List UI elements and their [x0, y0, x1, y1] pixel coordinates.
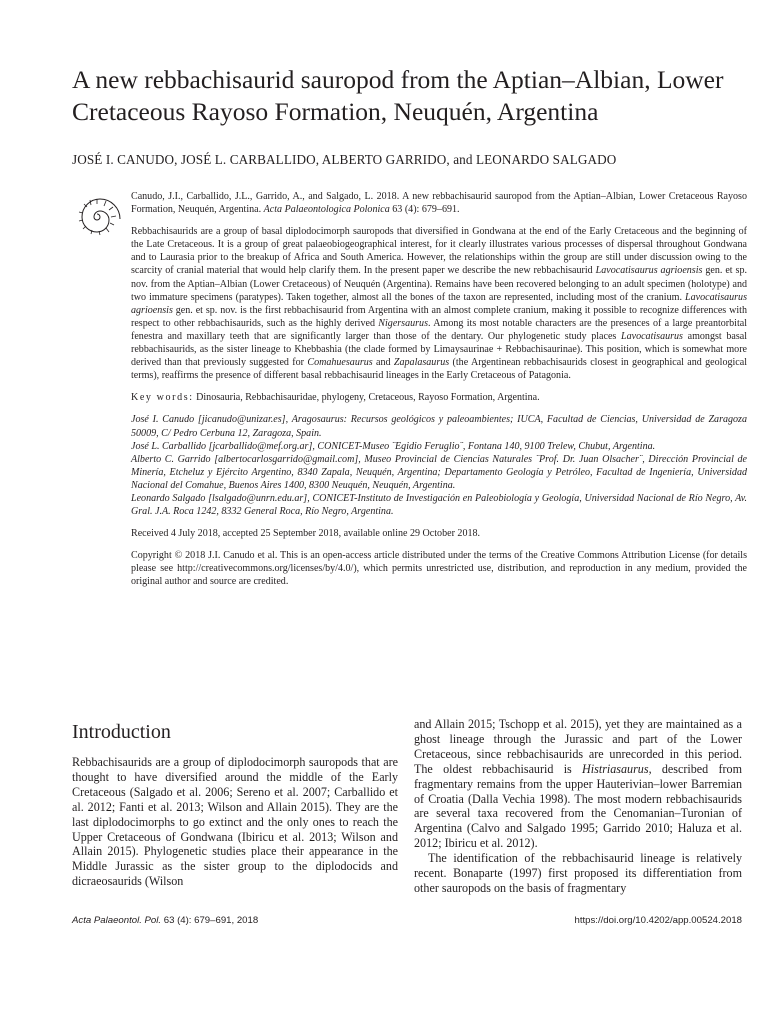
intro-paragraph-1-cont: and Allain 2015; Tschopp et al. 2015), yet they are maintained as a ghost lineage through the Jurassic and part of the Lower Cretaceous, since rebbachisaurids are unrecorded in this period. The oldest rebbachisaurid is Histriasaurus, described from fragmentary remains from the upper Hauterivian–lower Barremian of Croatia (Dalla Vechia 1998). The most modern rebbachisaurids are several taxa recovered from the Cenomanian–Turonian of Argentina (Calvo and Salgado 1995; Garrido 2010; Haluza et al. 2012; Ibiricu et al. 2012).	[414, 717, 742, 851]
body-column-right	[414, 717, 742, 896]
article-title: A new rebbachisaurid sauropod from the Aptian–Albian, Lower Cretaceous Rayoso Formation, Neuquén, Argentina	[72, 65, 724, 126]
intro-paragraph-2: The identification of the rebbachisaurid lineage is relatively recent. Bonaparte (1997) first proposed its differentiation from other sauropods on the basis of fragmentary	[414, 851, 742, 895]
keywords-label: Key words:	[131, 392, 194, 404]
body-column-left	[72, 755, 398, 889]
footer-doi: https://doi.org/10.4202/app.00524.2018	[574, 915, 742, 926]
keywords: Key words: Dinosauria, Rebbachisauridae, phylogeny, Cretaceous, Rayoso Formation, Argentina.	[131, 392, 540, 404]
affiliation-canudo: José I. Canudo [jicanudo@unizar.es], Aragosaurus: Recursos geológicos y paleoambientes; IUCA, Facultad de Ciencias, Universidad de Zaragoza 50009, C/ Pedro Cerbuna 12, Zaragoza, Spain.	[131, 414, 747, 439]
affiliation-carballido: José L. Carballido [jcarballido@mef.org.ar], CONICET-Museo ¨Egidio Feruglio¨, Fontana 140, 9100 Trelew, Chubut, Argentina.	[131, 440, 656, 452]
received-dates: Received 4 July 2018, accepted 25 September 2018, available online 29 October 2018.	[131, 528, 481, 540]
citation: Canudo, J.I., Carballido, J.L., Garrido, A., and Salgado, L. 2018. A new rebbachisaurid sauropod from the Aptian–Albian, Lower Cretaceous Rayoso Formation, Neuquén, Argentina. Acta Palaeontologica Polonica 63 (4): 679–691.	[131, 191, 747, 216]
intro-paragraph-1: Rebbachisaurids are a group of diplodocimorph sauropods that are thought to have diversified around the middle of the Early Cretaceous (Salgado et al. 2006; Sereno et al. 2007; Carballido et al. 2012; Fanti et al. 2013; Wilson and Allain 2015). They are the last diplodocimorphs to go extinct and the only ones to reach the Upper Cretaceous of Gondwana (Ibiricu et al. 2013; Wilson and Allain 2015). Phylogenetic studies place their appearance in the Middle Jurassic as the sister group to the diplodocids and dicraeosaurids (Wilson	[72, 755, 398, 889]
ammonite-logo	[70, 190, 124, 244]
section-heading-introduction: Introduction	[72, 721, 171, 743]
abstract-block	[131, 190, 747, 589]
footer-journal-citation: Acta Palaeontol. Pol. 63 (4): 679–691, 2018	[72, 915, 259, 926]
author-list: JOSÉ I. CANUDO, JOSÉ L. CARBALLIDO, ALBERTO GARRIDO, and LEONARDO SALGADO	[72, 152, 617, 167]
page-footer	[72, 915, 742, 927]
abstract-text: Rebbachisaurids are a group of basal diplodocimorph sauropods that diversified in Gondwana at the end of the Early Cretaceous and the beginning of the Late Cretaceous. It is a group of great palaeobiogeographical interest, for it clearly illustrates various processes of dispersal throughout Gondwana and to Laurasia prior to the breakup of Africa and South America. However, the relationships within the group are still under discussion owing to the scarcity of cranial material that would help clarify them. In the present paper we describe the new rebbachisaurid Lavocatisaurus agrioensis gen. et sp. nov. from the Aptian–Albian (Lower Cretaceous) of Neuquén (Argentina). Remains have been recovered belonging to an adult specimen (holotype) and two immature specimens (paratypes). Taken together, almost all the bones of the taxon are represented, including most of the cranium. Lavocatisaurus agrioensis gen. et sp. nov. is the first rebbachisaurid from Argentina with an almost complete cranium, making it possible to recognize differences with respect to other rebbachisaurids, such as the highly derived Nigersaurus. Among its most notable characters are the presences of a large preantorbital fenestra and maxillary teeth that are significantly larger than those of the dentary. Our phylogenetic study places Lavocatisaurus amongst basal rebbachisaurids, as the sister lineage to Khebbashia (the clade formed by Limaysaurinae + Rebbachisaurinae). This position, which is somewhat more derived than that previously suggested for Comahuesaurus and Zapalasaurus (the Argentinean rebbachisaurids closest in geographical and geological terms), reaffirms the presence of different basal rebbachisaurid lineages in the Early Cretaceous of Patagonia.	[131, 226, 748, 382]
affiliation-salgado: Leonardo Salgado [lsalgado@unrn.edu.ar], CONICET-Instituto de Investigación en Paleobiología y Geología, Universidad Nacional de Río Negro, Av. Gral. J.A. Roca 1242, 8332 General Roca, Río Negro, Argentina.	[131, 492, 747, 518]
citation-journal: Acta Palaeontologica Polonica	[263, 204, 390, 216]
affiliation-garrido: Alberto C. Garrido [albertocarlosgarrido@gmail.com], Museo Provincial de Ciencias Naturales ¨Prof. Dr. Juan Olsacher¨, Dirección Provincial de Minería, Etcheluz y Ejército Argentino, 8340 Zapala, Neuquén, Argentina; Departamento Geología y Petróleo, Facultad de Ingeniería, Universidad Nacional del Comahue, Buenos Aires 1400, 8300 Neuquén, Neuquén, Argentina.	[131, 453, 747, 491]
copyright-notice: Copyright © 2018 J.I. Canudo et al. This is an open-access article distributed under the terms of the Creative Commons Attribution License (for details please see http://creativecommons.org/licenses/by/4.0/), which permits unrestricted use, distribution, and reproduction in any medium, provided the original author and source are credited.	[131, 550, 747, 588]
